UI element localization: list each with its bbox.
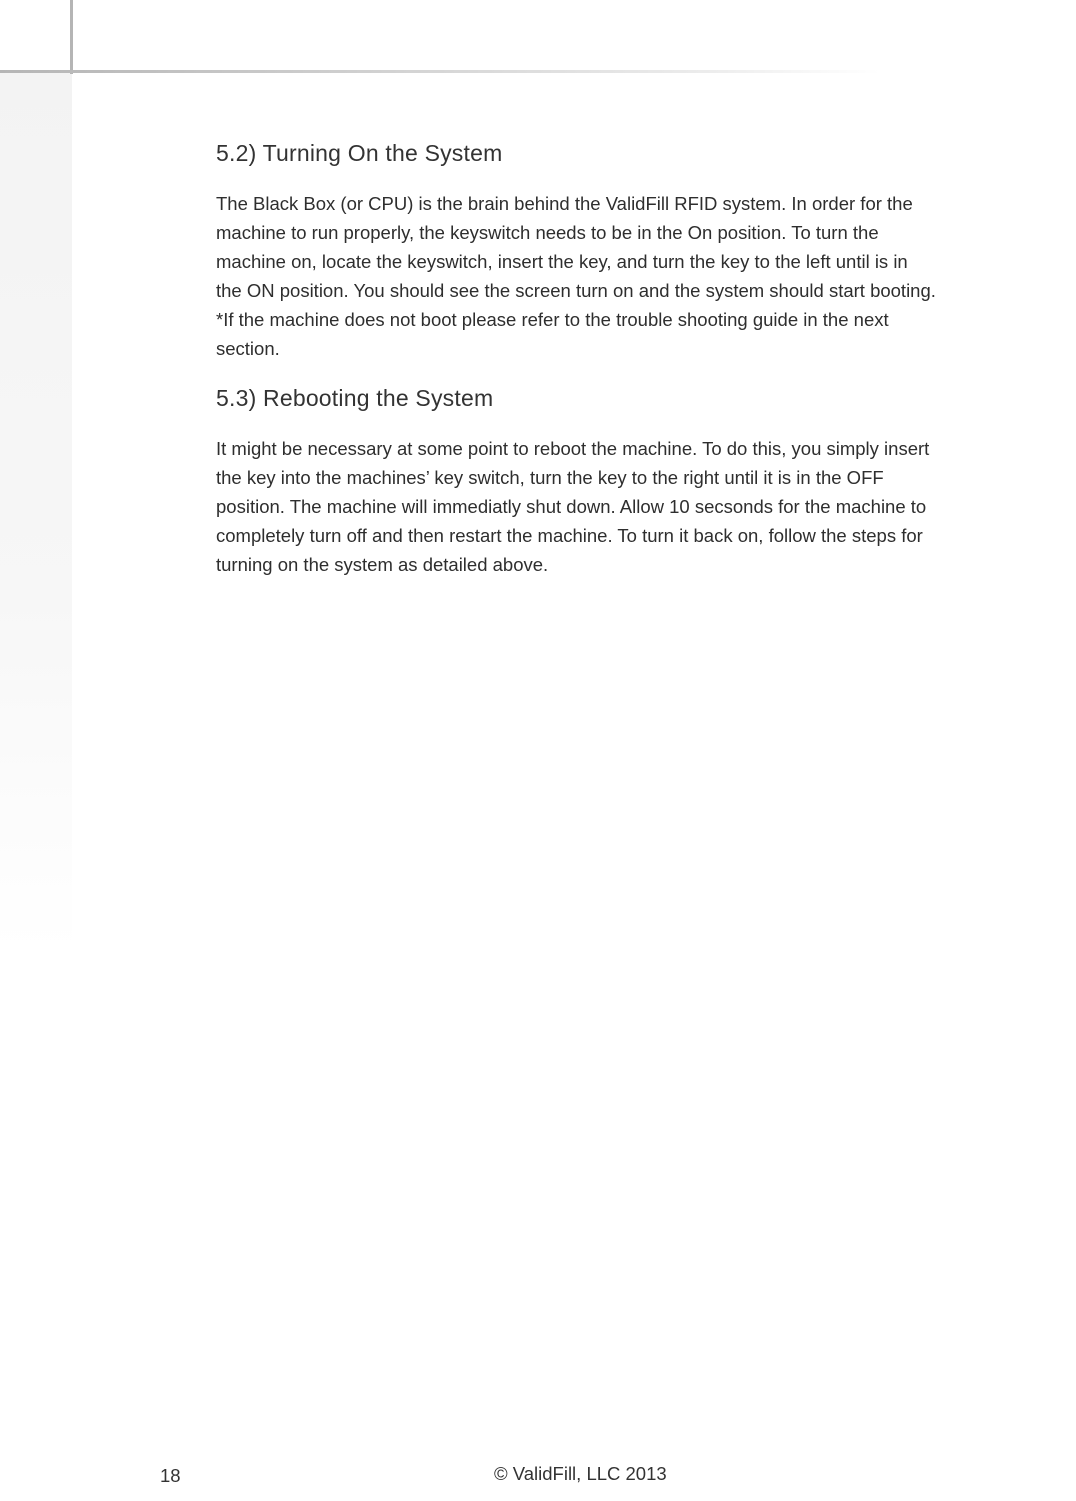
section-paragraph — [216, 434, 1072, 579]
copyright-notice: © ValidFill, LLC 2013 — [494, 1463, 667, 1484]
page-content — [216, 140, 1072, 601]
paragraph-line: The Black Box (or CPU) is the brain behind the ValidFill RFID system. In order for the — [216, 193, 913, 214]
paragraph-line: *If the machine does not boot please refer to the trouble shooting guide in the next — [216, 309, 889, 330]
crop-mark-horizontal — [0, 70, 880, 73]
paragraph-line: machine on, locate the keyswitch, insert the key, and turn the key to the left until is in — [216, 251, 908, 272]
paragraph-line: machine to run properly, the keyswitch needs to be in the On position. To turn the — [216, 222, 879, 243]
section-turning-on — [216, 140, 1072, 363]
paragraph-line: It might be necessary at some point to reboot the machine. To do this, you simply insert — [216, 438, 930, 459]
paragraph-line: turning on the system as detailed above. — [216, 554, 549, 575]
section-rebooting — [216, 385, 1072, 579]
paragraph-line: completely turn off and then restart the machine. To turn it back on, follow the steps for — [216, 525, 923, 546]
section-paragraph — [216, 189, 1072, 363]
paragraph-line: the ON position. You should see the screen turn on and the system should start booting. — [216, 280, 936, 301]
section-heading: 5.2) Turning On the System — [216, 140, 503, 166]
paragraph-line: section. — [216, 338, 280, 359]
section-heading: 5.3) Rebooting the System — [216, 385, 494, 411]
page-number: 18 — [160, 1465, 181, 1486]
crop-mark-vertical — [70, 0, 73, 74]
paragraph-line: position. The machine will immediatly shut down. Allow 10 secsonds for the machine to — [216, 496, 927, 517]
margin-shade — [0, 72, 72, 952]
paragraph-line: the key into the machines’ key switch, turn the key to the right until it is in the OFF — [216, 467, 884, 488]
